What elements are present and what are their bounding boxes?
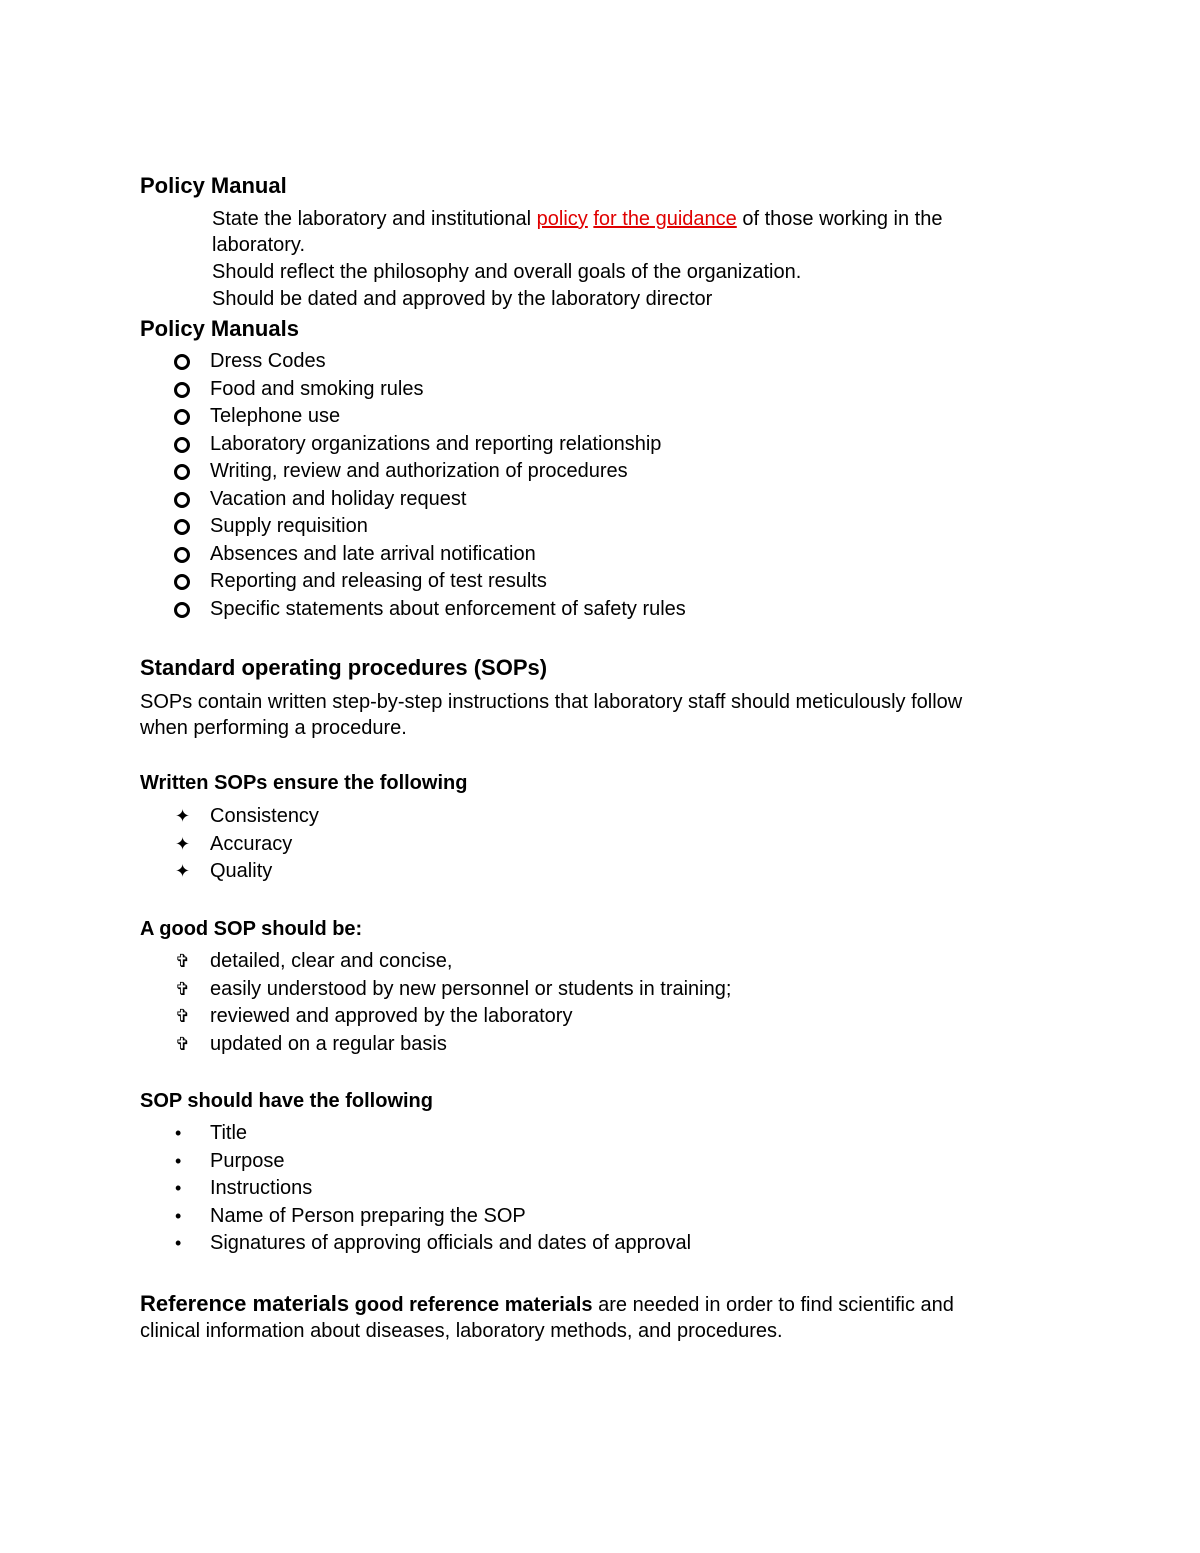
- sop-have-heading: SOP should have the following: [140, 1090, 433, 1112]
- hollow-circle-icon: [174, 574, 190, 590]
- sops-paragraph-line1: SOPs contain written step-by-step instructions that laboratory staff should meticulously follow: [140, 691, 963, 713]
- policy-list-item: [0, 348, 1200, 374]
- policy-list-item-label: Supply requisition: [210, 515, 368, 537]
- hollow-circle-icon: [174, 354, 190, 370]
- policy-list-item: [0, 431, 1200, 457]
- written-list-item: [0, 858, 1200, 884]
- reference-line1: [140, 1290, 954, 1319]
- policy-list-item: [0, 541, 1200, 567]
- good-list-item-label: updated on a regular basis: [210, 1032, 447, 1055]
- have-list-item: [0, 1120, 1200, 1146]
- hollow-circle-icon: [174, 409, 190, 425]
- policy-manual-line1-after: of those working in the: [736, 208, 943, 230]
- policy-list-item: [0, 376, 1200, 402]
- dot-bullet-icon: •: [175, 1178, 182, 1198]
- sops-paragraph-line2: when performing a procedure.: [140, 717, 407, 739]
- policy-manual-line1-before: State the laboratory and institutional: [212, 208, 537, 230]
- have-list-item: [0, 1203, 1200, 1229]
- policy-list-item-label: Absences and late arrival notification: [210, 542, 536, 565]
- dot-bullet-icon: •: [175, 1233, 182, 1253]
- policy-list-item: [0, 596, 1200, 622]
- good-list-item-label: reviewed and approved by the laboratory: [210, 1005, 573, 1027]
- good-list-item: [0, 1031, 1200, 1057]
- dot-bullet-icon: •: [175, 1205, 182, 1226]
- have-list-item-label: Purpose: [210, 1149, 285, 1172]
- latin-cross-icon: ✞: [175, 978, 191, 999]
- hollow-circle-icon: [174, 519, 190, 535]
- guidance-link[interactable]: for the guidance: [593, 208, 737, 230]
- policy-list-item-label: Food and smoking rules: [210, 377, 424, 400]
- reference-line2: clinical information about diseases, laboratory methods, and procedures.: [140, 1320, 783, 1342]
- policy-manual-heading: Policy Manual: [140, 173, 287, 198]
- policy-list-item-label: Dress Codes: [210, 350, 326, 372]
- policy-manuals-heading: Policy Manuals: [140, 316, 299, 341]
- policy-list-item: [0, 458, 1200, 484]
- good-sop-heading: A good SOP should be:: [140, 918, 363, 940]
- policy-list-item-label: Specific statements about enforcement of safety rules: [210, 597, 686, 620]
- good-list-item-label: detailed, clear and concise,: [210, 950, 453, 972]
- reference-line1-rest: are needed in order to find scientific and: [592, 1294, 954, 1316]
- policy-list-item: [0, 403, 1200, 429]
- have-list-item-label: Name of Person preparing the SOP: [210, 1204, 526, 1227]
- hollow-circle-icon: [174, 464, 190, 480]
- hollow-circle-icon: [174, 547, 190, 563]
- latin-cross-icon: ✞: [175, 951, 191, 971]
- written-list-item-label: Accuracy: [210, 832, 293, 855]
- have-list-item: [0, 1175, 1200, 1201]
- hollow-circle-icon: [174, 492, 190, 508]
- good-list-item: [0, 948, 1200, 974]
- policy-manual-line1-wrap: laboratory.: [212, 234, 306, 256]
- written-list-item: [0, 803, 1200, 829]
- policy-list-item: [0, 513, 1200, 539]
- good-list-item: [0, 976, 1200, 1002]
- policy-manual-line1: [212, 206, 942, 232]
- have-list-item: [0, 1148, 1200, 1174]
- policy-link[interactable]: policy: [536, 208, 588, 230]
- policy-manual-line3: Should be dated and approved by the laboratory director: [212, 288, 713, 310]
- latin-cross-icon: ✞: [175, 1033, 191, 1054]
- have-list-item: [0, 1230, 1200, 1256]
- reference-bold-phrase: good reference materials: [349, 1294, 593, 1316]
- sops-heading: Standard operating procedures (SOPs): [140, 655, 548, 680]
- policy-list-item-label: Vacation and holiday request: [210, 487, 467, 510]
- good-list-item: [0, 1003, 1200, 1029]
- good-list-item-label: easily understood by new personnel or students in training;: [210, 977, 732, 1000]
- four-point-star-icon: ✦: [175, 833, 191, 854]
- four-point-star-icon: ✦: [175, 861, 191, 881]
- written-sops-heading: Written SOPs ensure the following: [140, 772, 468, 794]
- hollow-circle-icon: [174, 437, 190, 453]
- reference-term: Reference materials: [140, 1291, 350, 1316]
- policy-list-item-label: Reporting and releasing of test results: [210, 570, 547, 592]
- dot-bullet-icon: •: [175, 1123, 182, 1143]
- latin-cross-icon: ✞: [175, 1006, 191, 1026]
- hollow-circle-icon: [174, 382, 190, 398]
- policy-list-item-label: Laboratory organizations and reporting relationship: [210, 432, 662, 455]
- hollow-circle-icon: [174, 602, 190, 618]
- written-list-item: [0, 831, 1200, 857]
- have-list-item-label: Instructions: [210, 1177, 313, 1199]
- written-list-item-label: Consistency: [210, 805, 319, 827]
- policy-list-item: [0, 568, 1200, 594]
- dot-bullet-icon: •: [175, 1150, 182, 1171]
- policy-manual-line2: Should reflect the philosophy and overall goals of the organization.: [212, 261, 802, 283]
- policy-list-item: [0, 486, 1200, 512]
- policy-list-item-label: Writing, review and authorization of procedures: [210, 460, 628, 482]
- policy-list-item-label: Telephone use: [210, 405, 341, 427]
- have-list-item-label: Signatures of approving officials and dates of approval: [210, 1232, 692, 1254]
- four-point-star-icon: ✦: [175, 806, 191, 826]
- written-list-item-label: Quality: [210, 860, 273, 882]
- have-list-item-label: Title: [210, 1122, 248, 1144]
